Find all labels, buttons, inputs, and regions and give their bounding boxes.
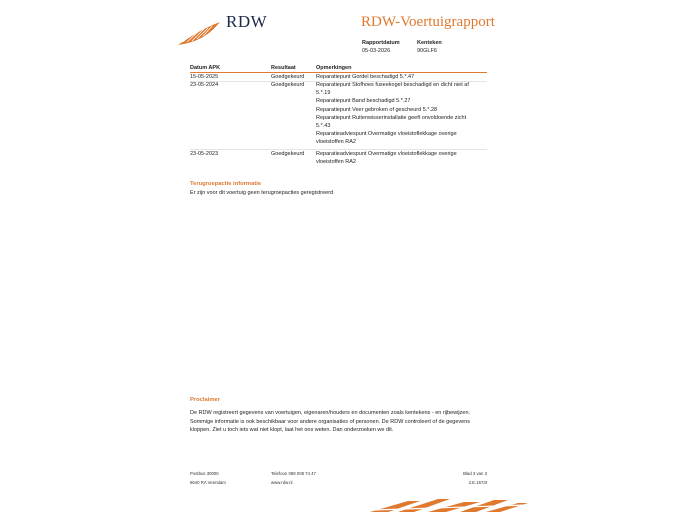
footer-postbus: Postbus 30000 xyxy=(190,471,219,476)
footer-address: 9640 RA Veendam xyxy=(190,480,226,485)
report-title: RDW-Voertuigrapport xyxy=(361,14,495,30)
recall-title: Terugroepactie informatie xyxy=(190,181,262,187)
rdw-logo-icon xyxy=(177,20,221,46)
footer-code: 2.E.1673I xyxy=(468,480,487,485)
remark-line: Reparatieadviespunt Overmatige vloeistoflekkage overige xyxy=(316,151,457,157)
column-header-opmerkingen: Opmerkingen xyxy=(316,65,352,71)
decorative-stripes-graphic xyxy=(368,497,528,514)
row-3-remarks xyxy=(316,150,481,166)
remark-line: Reparatiepunt Band beschadigd 5.*.27 xyxy=(316,98,411,105)
remark-line: 5.*.19 xyxy=(316,90,331,97)
row-3-result: Goedgekeurd xyxy=(271,151,305,157)
disclaimer-line: De RDW registreert gegevens van voertuigen, eigenaren/houders en documenten zoals kentekens - en rijbewijzen. xyxy=(190,410,471,416)
remark-line: vloeistoffen RA2 xyxy=(316,159,356,166)
row-1-remarks xyxy=(316,73,481,81)
footer-phone: Telefoon 088 008 74 47 xyxy=(271,471,316,476)
footer-page-number: Blad 3 van 3 xyxy=(463,471,487,476)
kenteken-label: Kenteken xyxy=(417,40,442,46)
disclaimer-text xyxy=(190,409,482,435)
rapportdatum-value: 05-03-2026 xyxy=(362,48,391,54)
row-1-date: 15-05-2025 xyxy=(190,74,219,80)
row-2-result: Goedgekeurd xyxy=(271,82,305,88)
remark-line: Reparatieadviespunt Overmatige vloeistoflekkage overige xyxy=(316,131,457,138)
remark-line: Reparatiepunt Ruitenwisserinstallatie geeft onvoldoende zicht xyxy=(316,114,467,121)
row-3-date: 23-05-2023 xyxy=(190,151,219,157)
column-header-resultaat: Resultaat xyxy=(271,65,296,71)
remark-line: Reparatiepunt Gordel beschadigd 5.*.47 xyxy=(316,74,415,80)
row-2-date: 23-05-2024 xyxy=(190,82,219,88)
disclaimer-line: kloppen. Ziet u toch iets wat niet klopt, laat het ons weten. Dan onderzoeken we dit. xyxy=(190,427,394,433)
column-header-datum: Datum APK xyxy=(190,65,221,71)
recall-text: Er zijn voor dit voertuig geen terugroepacties geregistreerd xyxy=(190,190,334,196)
footer-website[interactable]: www.rdw.nl xyxy=(271,480,293,485)
remark-line: Reparatiepunt Veer gebroken of gescheurd 5.*.28 xyxy=(316,106,438,113)
row-1-result: Goedgekeurd xyxy=(271,74,305,80)
disclaimer-line: Sommige informatie is ook beschikbaar voor andere organisaties of personen. De RDW controleert of de gegevens xyxy=(190,418,471,425)
remark-line: Reparatiepunt Stofhoes fuseekogel beschadigd en dicht niet af xyxy=(316,82,469,88)
logo-text: RDW xyxy=(226,12,268,31)
rapportdatum-label: Rapportdatum xyxy=(362,40,400,46)
disclaimer-title: Proclaimer xyxy=(190,397,220,403)
kenteken-value: 90GLF6 xyxy=(417,48,437,54)
remark-line: 5.*.43 xyxy=(316,123,331,130)
remark-line: vloeistoffen RA2 xyxy=(316,139,356,146)
row-2-remarks xyxy=(316,81,481,147)
